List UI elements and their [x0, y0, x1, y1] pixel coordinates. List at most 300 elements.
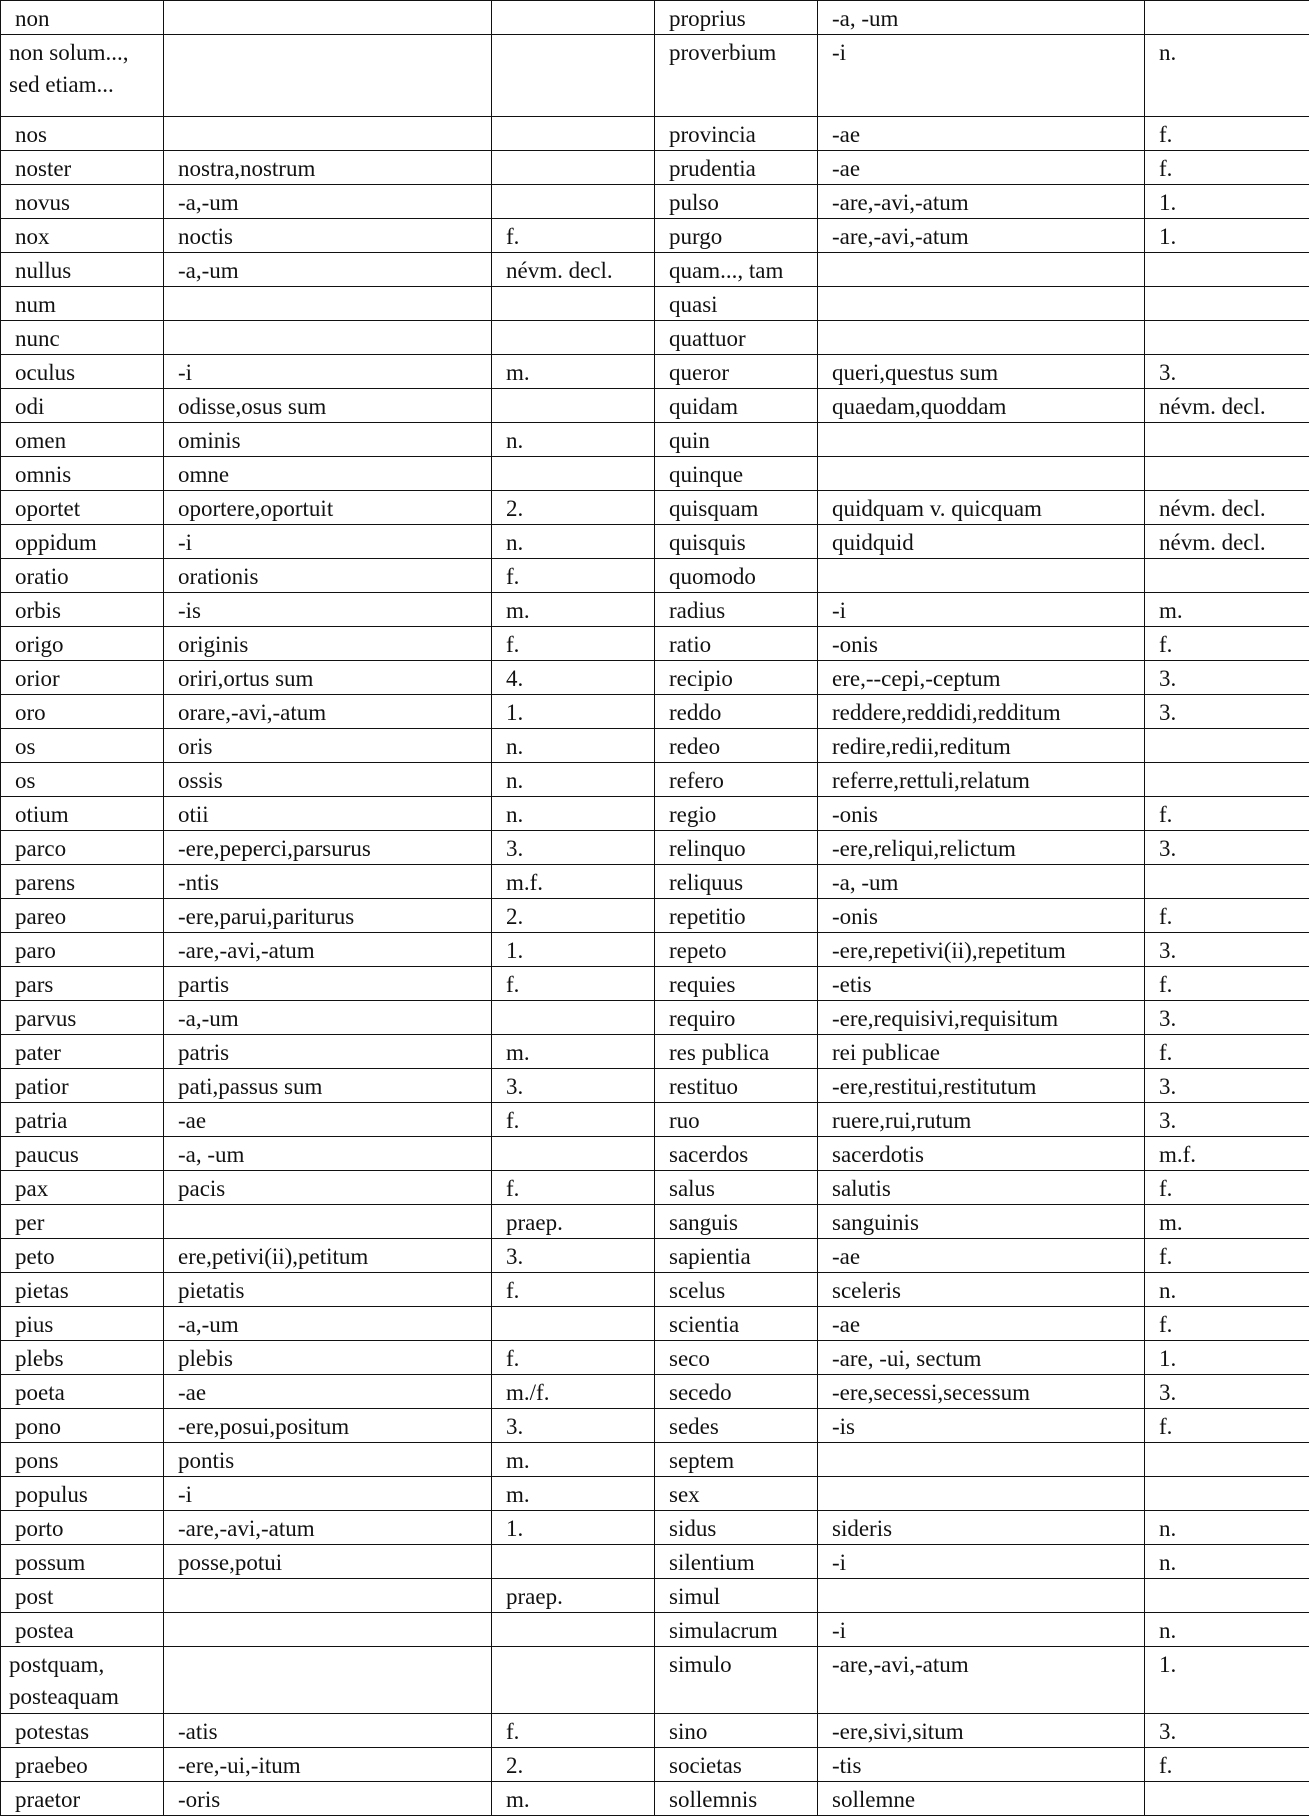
right-word-cell: sex [655, 1477, 818, 1511]
table-row [1, 661, 1309, 695]
right-word-cell: quisquam [655, 491, 818, 525]
right-forms-cell: -ae [818, 117, 1145, 151]
right-grammar-cell: f. [1145, 151, 1309, 185]
left-grammar-cell: m. [492, 593, 655, 627]
left-grammar-cell: m./f. [492, 1375, 655, 1409]
right-forms-cell: -i [818, 1613, 1145, 1647]
left-forms-cell: nostra,nostrum [164, 151, 492, 185]
left-grammar-cell [492, 1647, 655, 1714]
right-forms-cell: -are,-avi,-atum [818, 185, 1145, 219]
right-grammar-cell [1145, 287, 1309, 321]
left-word-cell: os [1, 729, 164, 763]
left-word-cell: omnis [1, 457, 164, 491]
right-forms-cell: -i [818, 593, 1145, 627]
left-grammar-cell: 4. [492, 661, 655, 695]
left-word-cell: oportet [1, 491, 164, 525]
table-row [1, 117, 1309, 151]
right-grammar-cell: f. [1145, 627, 1309, 661]
right-word-cell: sollemnis [655, 1782, 818, 1816]
left-grammar-cell: 3. [492, 1069, 655, 1103]
right-forms-cell: queri,questus sum [818, 355, 1145, 389]
table-row [1, 1, 1309, 35]
table-row [1, 1409, 1309, 1443]
left-forms-cell: pietatis [164, 1273, 492, 1307]
right-forms-cell: -ae [818, 1239, 1145, 1273]
table-row [1, 1273, 1309, 1307]
left-forms-cell: -a,-um [164, 1307, 492, 1341]
right-forms-cell: -a, -um [818, 1, 1145, 35]
left-grammar-cell: 1. [492, 1511, 655, 1545]
left-word-cell: postea [1, 1613, 164, 1647]
right-grammar-cell [1145, 1, 1309, 35]
left-word-cell: noster [1, 151, 164, 185]
right-forms-cell: -ere,requisivi,requisitum [818, 1001, 1145, 1035]
right-forms-cell: referre,rettuli,relatum [818, 763, 1145, 797]
right-word-cell: reddo [655, 695, 818, 729]
table-row [1, 865, 1309, 899]
right-forms-cell: rei publicae [818, 1035, 1145, 1069]
right-word-cell: proverbium [655, 35, 818, 117]
right-grammar-cell: f. [1145, 899, 1309, 933]
left-word-cell: pietas [1, 1273, 164, 1307]
left-grammar-cell: praep. [492, 1579, 655, 1613]
right-forms-cell: sacerdotis [818, 1137, 1145, 1171]
right-forms-cell: ruere,rui,rutum [818, 1103, 1145, 1137]
right-grammar-cell: n. [1145, 1273, 1309, 1307]
right-word-cell: ruo [655, 1103, 818, 1137]
left-forms-cell: -ere,-ui,-itum [164, 1748, 492, 1782]
right-word-cell: proprius [655, 1, 818, 35]
left-word-cell: praetor [1, 1782, 164, 1816]
right-word-cell: societas [655, 1748, 818, 1782]
right-grammar-cell: 1. [1145, 219, 1309, 253]
left-word-cell: os [1, 763, 164, 797]
left-grammar-cell [492, 1001, 655, 1035]
right-grammar-cell: f. [1145, 1409, 1309, 1443]
left-grammar-cell: n. [492, 763, 655, 797]
right-word-cell: scientia [655, 1307, 818, 1341]
right-forms-cell: salutis [818, 1171, 1145, 1205]
left-forms-cell: pacis [164, 1171, 492, 1205]
right-forms-cell: sanguinis [818, 1205, 1145, 1239]
table-row [1, 287, 1309, 321]
left-grammar-cell [492, 389, 655, 423]
left-grammar-cell [492, 1, 655, 35]
left-word-cell: num [1, 287, 164, 321]
right-word-cell: requies [655, 967, 818, 1001]
table-row [1, 1477, 1309, 1511]
table-row [1, 525, 1309, 559]
table-row [1, 1307, 1309, 1341]
right-word-cell: recipio [655, 661, 818, 695]
left-grammar-cell: 3. [492, 1239, 655, 1273]
left-grammar-cell: 2. [492, 1748, 655, 1782]
left-grammar-cell [492, 1613, 655, 1647]
left-word-cell: peto [1, 1239, 164, 1273]
left-grammar-cell [492, 35, 655, 117]
right-forms-cell [818, 287, 1145, 321]
right-word-cell: prudentia [655, 151, 818, 185]
left-word-cell: potestas [1, 1714, 164, 1748]
right-forms-cell [818, 1443, 1145, 1477]
left-grammar-cell: f. [492, 219, 655, 253]
left-forms-cell: -a,-um [164, 185, 492, 219]
right-forms-cell: -are, -ui, sectum [818, 1341, 1145, 1375]
right-forms-cell [818, 1477, 1145, 1511]
right-grammar-cell: 3. [1145, 831, 1309, 865]
right-grammar-cell: f. [1145, 967, 1309, 1001]
left-word-cell: pono [1, 1409, 164, 1443]
right-forms-cell: -onis [818, 627, 1145, 661]
left-grammar-cell: f. [492, 967, 655, 1001]
left-word-cell: nos [1, 117, 164, 151]
table-row [1, 763, 1309, 797]
table-row [1, 695, 1309, 729]
table-row [1, 253, 1309, 287]
right-word-cell: sanguis [655, 1205, 818, 1239]
right-grammar-cell: 3. [1145, 1001, 1309, 1035]
left-forms-cell: orationis [164, 559, 492, 593]
right-grammar-cell: 3. [1145, 1069, 1309, 1103]
right-word-cell: redeo [655, 729, 818, 763]
left-word-cell: parens [1, 865, 164, 899]
right-word-cell: secedo [655, 1375, 818, 1409]
table-row [1, 1239, 1309, 1273]
right-word-cell: quam..., tam [655, 253, 818, 287]
left-word-cell: odi [1, 389, 164, 423]
left-word-cell: oculus [1, 355, 164, 389]
right-forms-cell [818, 321, 1145, 355]
left-word-cell: paucus [1, 1137, 164, 1171]
right-forms-cell: -are,-avi,-atum [818, 1647, 1145, 1714]
left-forms-cell: partis [164, 967, 492, 1001]
right-forms-cell: -ae [818, 1307, 1145, 1341]
right-grammar-cell [1145, 457, 1309, 491]
left-forms-cell: ominis [164, 423, 492, 457]
right-grammar-cell [1145, 321, 1309, 355]
right-forms-cell: -ere,repetivi(ii),repetitum [818, 933, 1145, 967]
right-grammar-cell: f. [1145, 797, 1309, 831]
right-forms-cell: -i [818, 1545, 1145, 1579]
table-row [1, 219, 1309, 253]
right-grammar-cell [1145, 1477, 1309, 1511]
right-forms-cell [818, 457, 1145, 491]
right-forms-cell: -ae [818, 151, 1145, 185]
left-forms-cell: ere,petivi(ii),petitum [164, 1239, 492, 1273]
right-grammar-cell [1145, 559, 1309, 593]
table-row [1, 593, 1309, 627]
right-word-cell: requiro [655, 1001, 818, 1035]
table-row [1, 1205, 1309, 1239]
left-forms-cell [164, 321, 492, 355]
left-grammar-cell [492, 117, 655, 151]
right-grammar-cell [1145, 763, 1309, 797]
left-word-cell: nunc [1, 321, 164, 355]
left-grammar-cell [492, 151, 655, 185]
right-forms-cell: -onis [818, 797, 1145, 831]
right-forms-cell: sceleris [818, 1273, 1145, 1307]
table-row [1, 729, 1309, 763]
left-forms-cell [164, 1, 492, 35]
right-grammar-cell: m. [1145, 593, 1309, 627]
right-word-cell: sapientia [655, 1239, 818, 1273]
vocabulary-table-body [1, 1, 1309, 1816]
table-row [1, 491, 1309, 525]
table-row [1, 1069, 1309, 1103]
left-forms-cell [164, 1579, 492, 1613]
table-row [1, 1443, 1309, 1477]
right-word-cell: purgo [655, 219, 818, 253]
left-word-cell: postquam, posteaquam [1, 1647, 164, 1714]
left-word-cell: oro [1, 695, 164, 729]
right-grammar-cell [1145, 1579, 1309, 1613]
right-word-cell: simulo [655, 1647, 818, 1714]
left-word-cell: pons [1, 1443, 164, 1477]
right-word-cell: simulacrum [655, 1613, 818, 1647]
table-row [1, 967, 1309, 1001]
left-grammar-cell: n. [492, 729, 655, 763]
left-word-cell: oratio [1, 559, 164, 593]
left-grammar-cell: 1. [492, 695, 655, 729]
left-grammar-cell [492, 1545, 655, 1579]
left-word-cell: pareo [1, 899, 164, 933]
left-forms-cell: -atis [164, 1714, 492, 1748]
left-word-cell: origo [1, 627, 164, 661]
right-forms-cell: redire,redii,reditum [818, 729, 1145, 763]
right-forms-cell [818, 253, 1145, 287]
right-grammar-cell: 3. [1145, 661, 1309, 695]
right-forms-cell [818, 423, 1145, 457]
left-word-cell: non solum..., sed etiam... [1, 35, 164, 117]
left-forms-cell: -ere,parui,pariturus [164, 899, 492, 933]
left-word-cell: per [1, 1205, 164, 1239]
right-grammar-cell: névm. decl. [1145, 525, 1309, 559]
left-forms-cell: -a,-um [164, 253, 492, 287]
right-grammar-cell: névm. decl. [1145, 491, 1309, 525]
right-forms-cell: sideris [818, 1511, 1145, 1545]
right-word-cell: refero [655, 763, 818, 797]
table-row [1, 151, 1309, 185]
right-grammar-cell: 3. [1145, 1714, 1309, 1748]
left-word-cell: oppidum [1, 525, 164, 559]
right-word-cell: relinquo [655, 831, 818, 865]
table-row [1, 1171, 1309, 1205]
right-grammar-cell: m.f. [1145, 1137, 1309, 1171]
left-forms-cell: -i [164, 1477, 492, 1511]
left-word-cell: parvus [1, 1001, 164, 1035]
left-grammar-cell: 1. [492, 933, 655, 967]
right-grammar-cell [1145, 253, 1309, 287]
left-grammar-cell: f. [492, 1171, 655, 1205]
table-row [1, 1647, 1309, 1714]
left-forms-cell [164, 35, 492, 117]
table-row [1, 1341, 1309, 1375]
left-grammar-cell: praep. [492, 1205, 655, 1239]
left-forms-cell [164, 1205, 492, 1239]
left-forms-cell [164, 1647, 492, 1714]
table-row [1, 1375, 1309, 1409]
right-grammar-cell: 1. [1145, 185, 1309, 219]
table-row [1, 389, 1309, 423]
left-word-cell: otium [1, 797, 164, 831]
left-grammar-cell: 2. [492, 899, 655, 933]
right-forms-cell: reddere,reddidi,redditum [818, 695, 1145, 729]
table-row [1, 1579, 1309, 1613]
left-word-cell: possum [1, 1545, 164, 1579]
right-word-cell: sedes [655, 1409, 818, 1443]
table-row [1, 1545, 1309, 1579]
right-word-cell: quinque [655, 457, 818, 491]
right-word-cell: regio [655, 797, 818, 831]
table-row [1, 933, 1309, 967]
right-forms-cell: -a, -um [818, 865, 1145, 899]
left-forms-cell: -ae [164, 1103, 492, 1137]
right-grammar-cell: 3. [1145, 1375, 1309, 1409]
right-grammar-cell [1145, 423, 1309, 457]
left-word-cell: pater [1, 1035, 164, 1069]
right-grammar-cell: f. [1145, 1748, 1309, 1782]
right-forms-cell: quidquid [818, 525, 1145, 559]
left-forms-cell: -is [164, 593, 492, 627]
left-forms-cell: plebis [164, 1341, 492, 1375]
left-forms-cell: -oris [164, 1782, 492, 1816]
table-row [1, 1748, 1309, 1782]
left-grammar-cell: m.f. [492, 865, 655, 899]
right-grammar-cell: n. [1145, 35, 1309, 117]
right-grammar-cell: 3. [1145, 933, 1309, 967]
right-grammar-cell: f. [1145, 1035, 1309, 1069]
right-grammar-cell [1145, 729, 1309, 763]
left-forms-cell: -ere,peperci,parsurus [164, 831, 492, 865]
right-grammar-cell: n. [1145, 1613, 1309, 1647]
right-word-cell: quomodo [655, 559, 818, 593]
left-forms-cell: -are,-avi,-atum [164, 1511, 492, 1545]
left-grammar-cell: f. [492, 627, 655, 661]
table-row [1, 1035, 1309, 1069]
table-row [1, 1782, 1309, 1816]
right-forms-cell: -ere,secessi,secessum [818, 1375, 1145, 1409]
table-row [1, 1001, 1309, 1035]
right-forms-cell: ere,--cepi,-ceptum [818, 661, 1145, 695]
left-forms-cell: pontis [164, 1443, 492, 1477]
right-word-cell: radius [655, 593, 818, 627]
table-row [1, 355, 1309, 389]
left-grammar-cell: m. [492, 1035, 655, 1069]
right-forms-cell: -onis [818, 899, 1145, 933]
left-forms-cell: -ae [164, 1375, 492, 1409]
left-forms-cell: odisse,osus sum [164, 389, 492, 423]
right-forms-cell [818, 1579, 1145, 1613]
left-word-cell: parco [1, 831, 164, 865]
right-word-cell: silentium [655, 1545, 818, 1579]
left-forms-cell: -i [164, 355, 492, 389]
left-forms-cell: -i [164, 525, 492, 559]
right-grammar-cell: 1. [1145, 1341, 1309, 1375]
right-grammar-cell: f. [1145, 1171, 1309, 1205]
right-word-cell: pulso [655, 185, 818, 219]
left-grammar-cell: n. [492, 423, 655, 457]
left-forms-cell: oriri,ortus sum [164, 661, 492, 695]
table-row [1, 1613, 1309, 1647]
table-row [1, 457, 1309, 491]
right-grammar-cell: 1. [1145, 1647, 1309, 1714]
left-forms-cell: -ntis [164, 865, 492, 899]
right-grammar-cell [1145, 1443, 1309, 1477]
right-word-cell: quattuor [655, 321, 818, 355]
table-row [1, 559, 1309, 593]
left-forms-cell: pati,passus sum [164, 1069, 492, 1103]
left-forms-cell: originis [164, 627, 492, 661]
right-grammar-cell: n. [1145, 1511, 1309, 1545]
right-grammar-cell [1145, 865, 1309, 899]
left-grammar-cell: m. [492, 355, 655, 389]
right-word-cell: sidus [655, 1511, 818, 1545]
left-word-cell: nox [1, 219, 164, 253]
right-word-cell: simul [655, 1579, 818, 1613]
left-grammar-cell: f. [492, 1103, 655, 1137]
right-word-cell: quidam [655, 389, 818, 423]
left-forms-cell: orare,-avi,-atum [164, 695, 492, 729]
right-forms-cell [818, 559, 1145, 593]
table-row [1, 1511, 1309, 1545]
left-grammar-cell: m. [492, 1477, 655, 1511]
right-word-cell: seco [655, 1341, 818, 1375]
right-word-cell: repetitio [655, 899, 818, 933]
table-row [1, 1103, 1309, 1137]
right-word-cell: scelus [655, 1273, 818, 1307]
right-forms-cell: -tis [818, 1748, 1145, 1782]
left-word-cell: orior [1, 661, 164, 695]
left-forms-cell: ossis [164, 763, 492, 797]
right-forms-cell: quidquam v. quicquam [818, 491, 1145, 525]
left-forms-cell: noctis [164, 219, 492, 253]
left-grammar-cell [492, 185, 655, 219]
left-grammar-cell: f. [492, 1714, 655, 1748]
right-forms-cell: sollemne [818, 1782, 1145, 1816]
right-forms-cell: -is [818, 1409, 1145, 1443]
right-grammar-cell [1145, 1782, 1309, 1816]
table-row [1, 321, 1309, 355]
right-grammar-cell: 3. [1145, 695, 1309, 729]
left-forms-cell [164, 117, 492, 151]
left-grammar-cell: 3. [492, 1409, 655, 1443]
left-forms-cell: omne [164, 457, 492, 491]
left-grammar-cell [492, 321, 655, 355]
left-word-cell: novus [1, 185, 164, 219]
left-word-cell: post [1, 1579, 164, 1613]
left-word-cell: patior [1, 1069, 164, 1103]
table-row [1, 1137, 1309, 1171]
left-grammar-cell: f. [492, 1341, 655, 1375]
left-forms-cell [164, 1613, 492, 1647]
left-grammar-cell: m. [492, 1782, 655, 1816]
left-forms-cell: oportere,oportuit [164, 491, 492, 525]
left-word-cell: orbis [1, 593, 164, 627]
right-word-cell: res publica [655, 1035, 818, 1069]
left-grammar-cell [492, 1307, 655, 1341]
left-forms-cell [164, 287, 492, 321]
right-word-cell: repeto [655, 933, 818, 967]
right-grammar-cell: 3. [1145, 1103, 1309, 1137]
left-word-cell: pars [1, 967, 164, 1001]
table-row [1, 627, 1309, 661]
left-word-cell: pax [1, 1171, 164, 1205]
table-row [1, 185, 1309, 219]
left-forms-cell: otii [164, 797, 492, 831]
right-word-cell: quisquis [655, 525, 818, 559]
table-row [1, 831, 1309, 865]
left-forms-cell: -a, -um [164, 1137, 492, 1171]
